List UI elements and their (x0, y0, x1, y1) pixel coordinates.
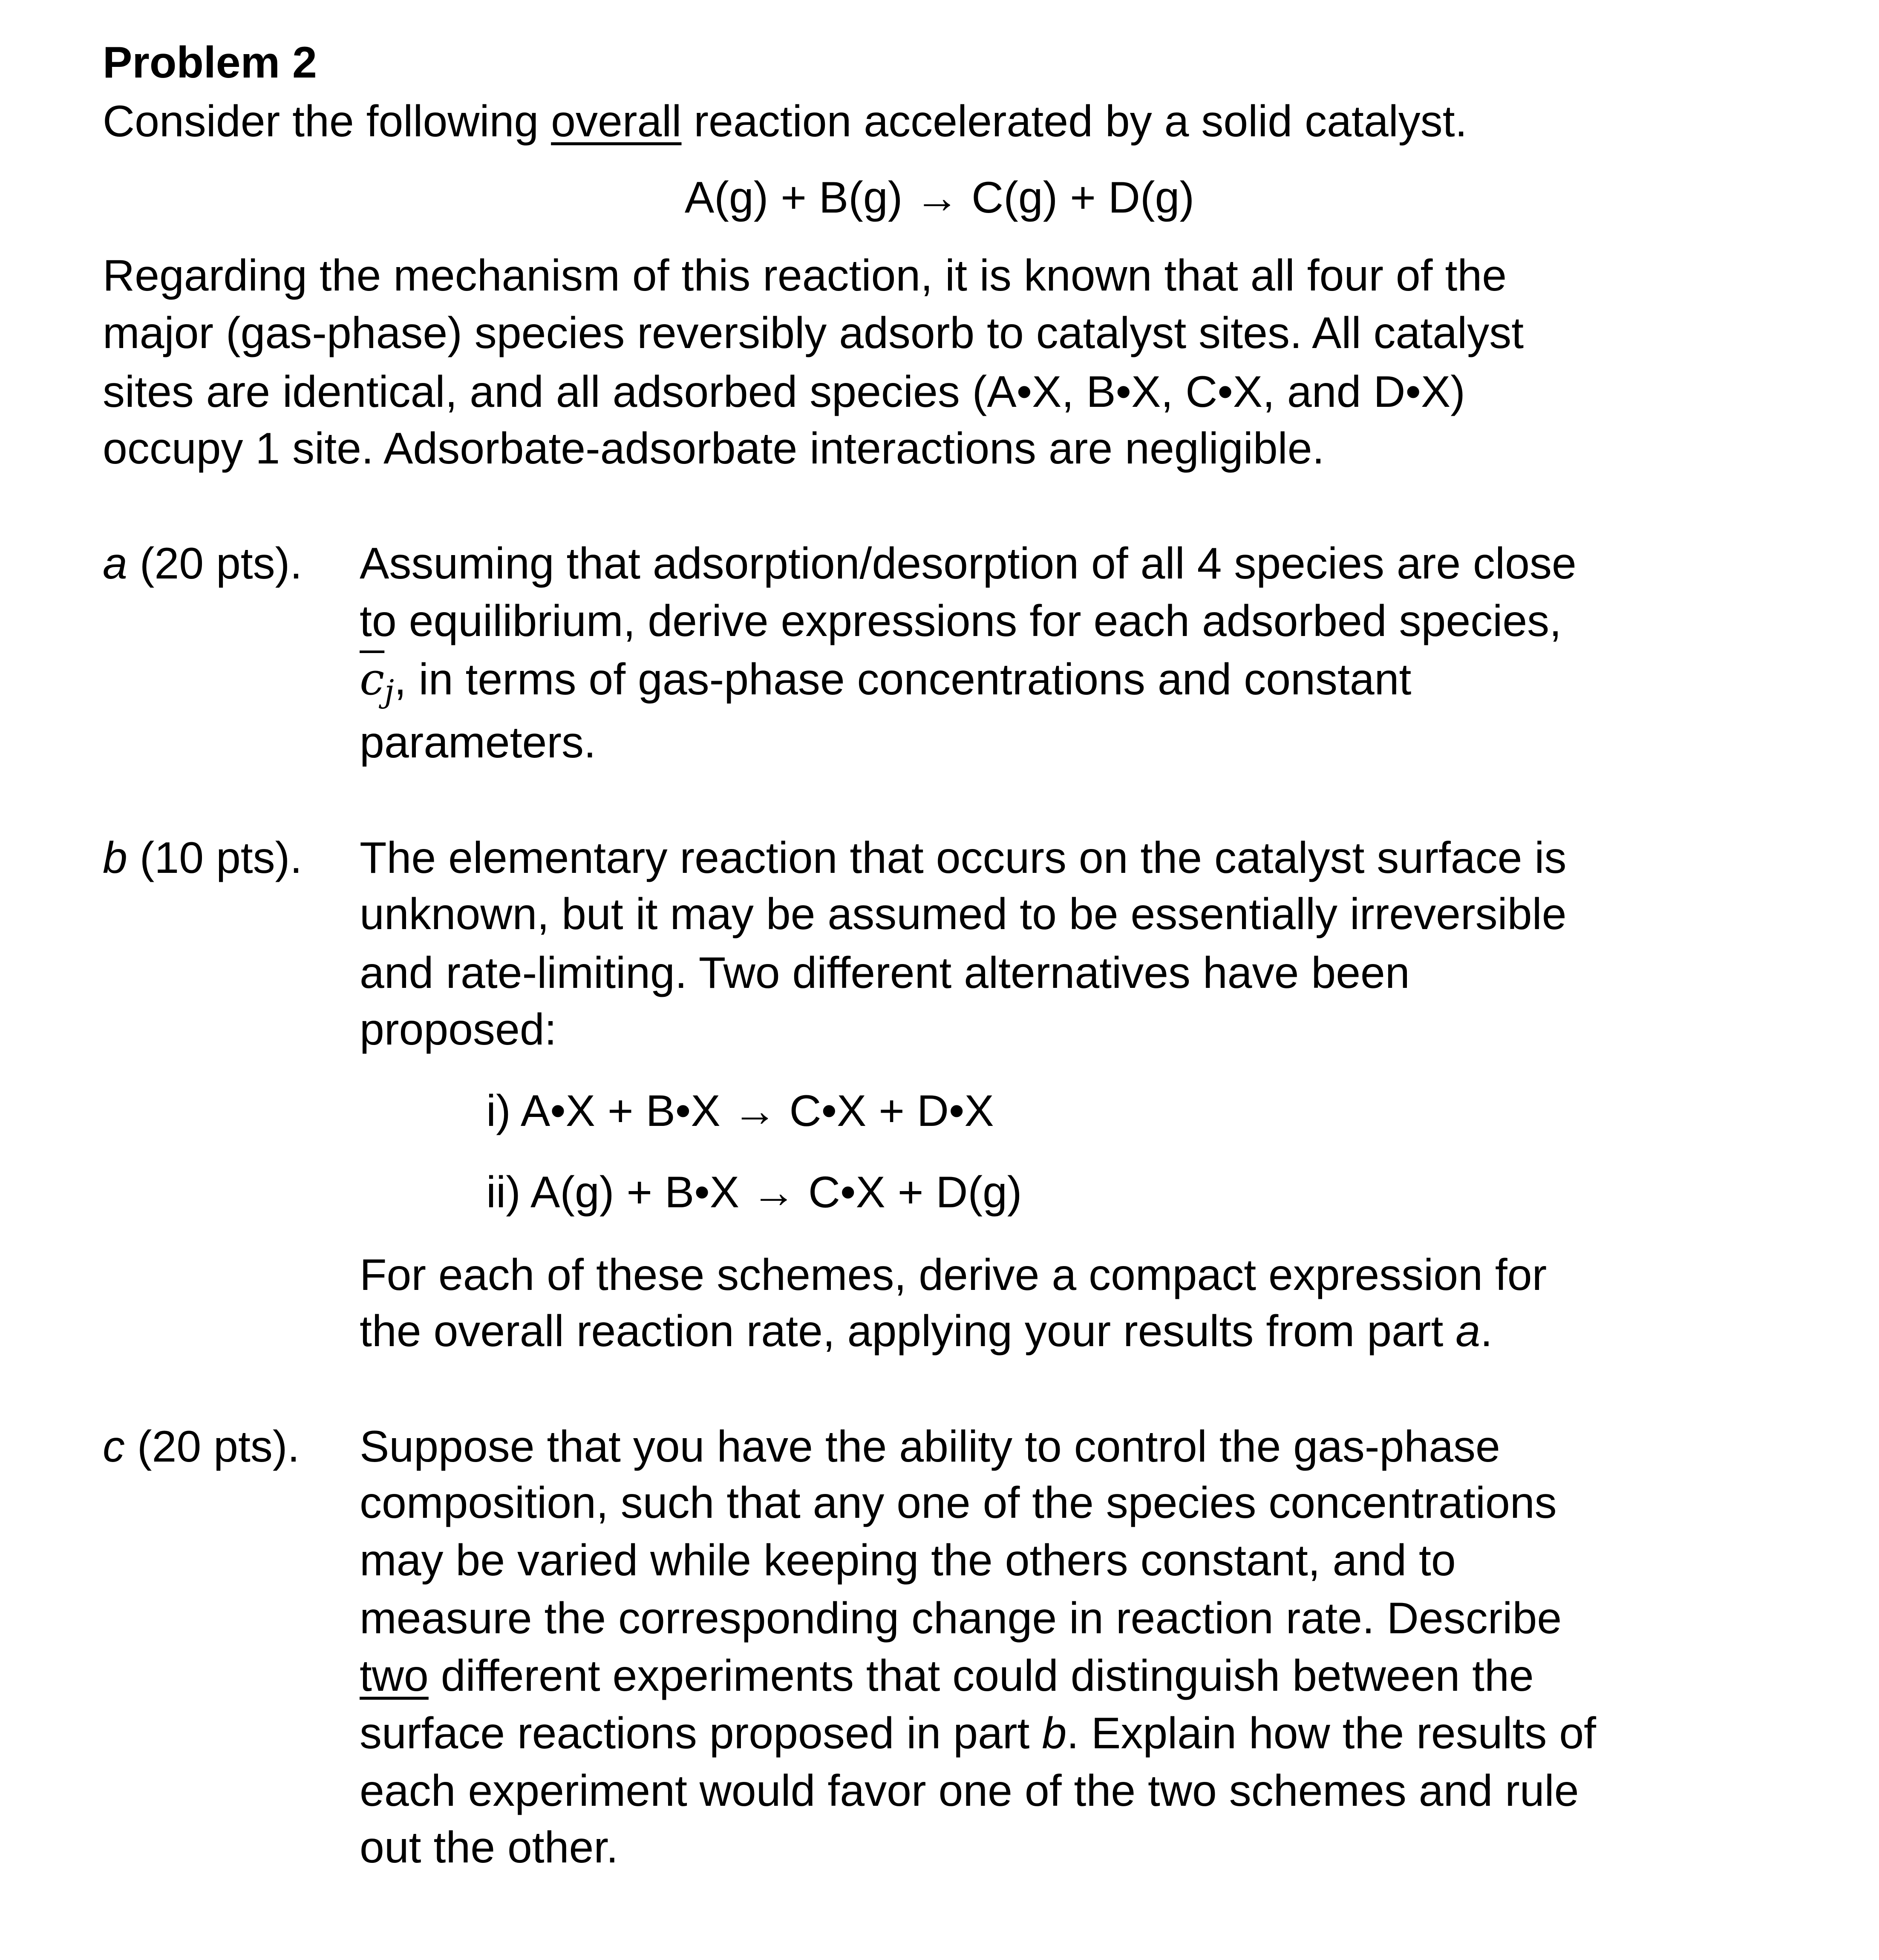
part-a-line (360, 714, 596, 771)
part-a-line (360, 535, 1576, 593)
part-points: (20 pts). (125, 1422, 300, 1471)
part-c-line (360, 1762, 1579, 1820)
part-c-line (360, 1474, 1557, 1532)
mechanism-line: sites are identical, and all adsorbed species (A•X, B•X, C•X, and D•X) (103, 367, 1465, 417)
text-segment: $\overline{c}$ (360, 653, 385, 705)
text-segment: parameters. (360, 718, 596, 767)
text-segment: j (384, 673, 394, 710)
part-b-followup-line (360, 1303, 1493, 1360)
part-a-line (360, 593, 1562, 650)
part-a-line (360, 650, 1411, 708)
text-segment: different experiments that could distinguish between the (428, 1651, 1534, 1701)
part-c-line (360, 1418, 1500, 1476)
text-segment: out the other. (360, 1823, 619, 1872)
text-segment: , in terms of gas-phase concentrations and constant (394, 655, 1412, 704)
part-c-line (360, 1532, 1456, 1589)
part-b-line (360, 886, 1567, 943)
text-segment: surface reactions proposed in part (360, 1709, 1042, 1758)
text-segment: composition, such that any one of the species concentrations (360, 1478, 1557, 1528)
text-segment: and rate-limiting. Two different alternatives have been (360, 948, 1410, 998)
part-letter: c (103, 1422, 125, 1471)
part-label-a (103, 535, 302, 593)
part-b-line (360, 829, 1566, 887)
text-segment: Consider the following (103, 97, 551, 146)
part-c-line (360, 1590, 1562, 1647)
text-segment: Suppose that you have the ability to control the gas-phase (360, 1422, 1500, 1471)
text-segment: unknown, but it may be assumed to be essentially irreversible (360, 889, 1567, 939)
c-bar-j-symbol (360, 653, 394, 710)
text-segment: . (1480, 1307, 1493, 1356)
text-segment: each experiment would favor one of the two schemes and rule (360, 1766, 1579, 1816)
text-segment: proposed: (360, 1005, 557, 1054)
text-segment: overall (551, 97, 682, 146)
part-c-line (360, 1647, 1534, 1705)
text-segment: to equilibrium, derive expressions for each adsorbed species, (360, 596, 1562, 646)
part-b-followup-line (360, 1246, 1547, 1304)
text-segment: The elementary reaction that occurs on the catalyst surface is (360, 833, 1567, 883)
part-b-line (360, 944, 1410, 1002)
text-segment: . Explain how the results of (1066, 1709, 1597, 1758)
part-points: (20 pts). (127, 539, 303, 588)
text-segment: a (1455, 1307, 1481, 1356)
text-segment: two (360, 1651, 429, 1701)
overall-reaction-equation: A(g) + B(g) → C(g) + D(g) (684, 173, 1195, 222)
text-segment: Assuming that adsorption/desorption of all 4 species are close (360, 539, 1576, 588)
part-points: (10 pts). (127, 833, 303, 883)
intro-line (103, 93, 1467, 150)
scheme-2: ii) A(g) + B•X → C•X + D(g) (486, 1168, 1022, 1217)
part-letter: b (103, 833, 127, 883)
text-segment: reaction accelerated by a solid catalyst. (681, 97, 1467, 146)
part-c-line (360, 1705, 1596, 1762)
part-b-line (360, 1001, 557, 1059)
text-segment: the overall reaction rate, applying your results from part (360, 1307, 1456, 1356)
part-letter: a (103, 539, 127, 588)
part-c-line (360, 1819, 618, 1877)
mechanism-line: Regarding the mechanism of this reaction, it is known that all four of the (103, 251, 1507, 300)
mechanism-line: major (gas-phase) species reversibly adsorb to catalyst sites. All catalyst (103, 308, 1524, 358)
part-label-b (103, 829, 302, 887)
mechanism-line: occupy 1 site. Adsorbate-adsorbate interactions are negligible. (103, 424, 1325, 473)
text-segment: For each of these schemes, derive a compact expression for (360, 1250, 1547, 1300)
text-segment: b (1042, 1709, 1067, 1758)
problem-title: Problem 2 (103, 38, 317, 87)
text-segment: may be varied while keeping the others constant, and to (360, 1536, 1456, 1585)
part-label-c (103, 1418, 300, 1476)
text-segment: measure the corresponding change in reaction rate. Describe (360, 1594, 1562, 1643)
scheme-1: i) A•X + B•X → C•X + D•X (486, 1086, 994, 1136)
